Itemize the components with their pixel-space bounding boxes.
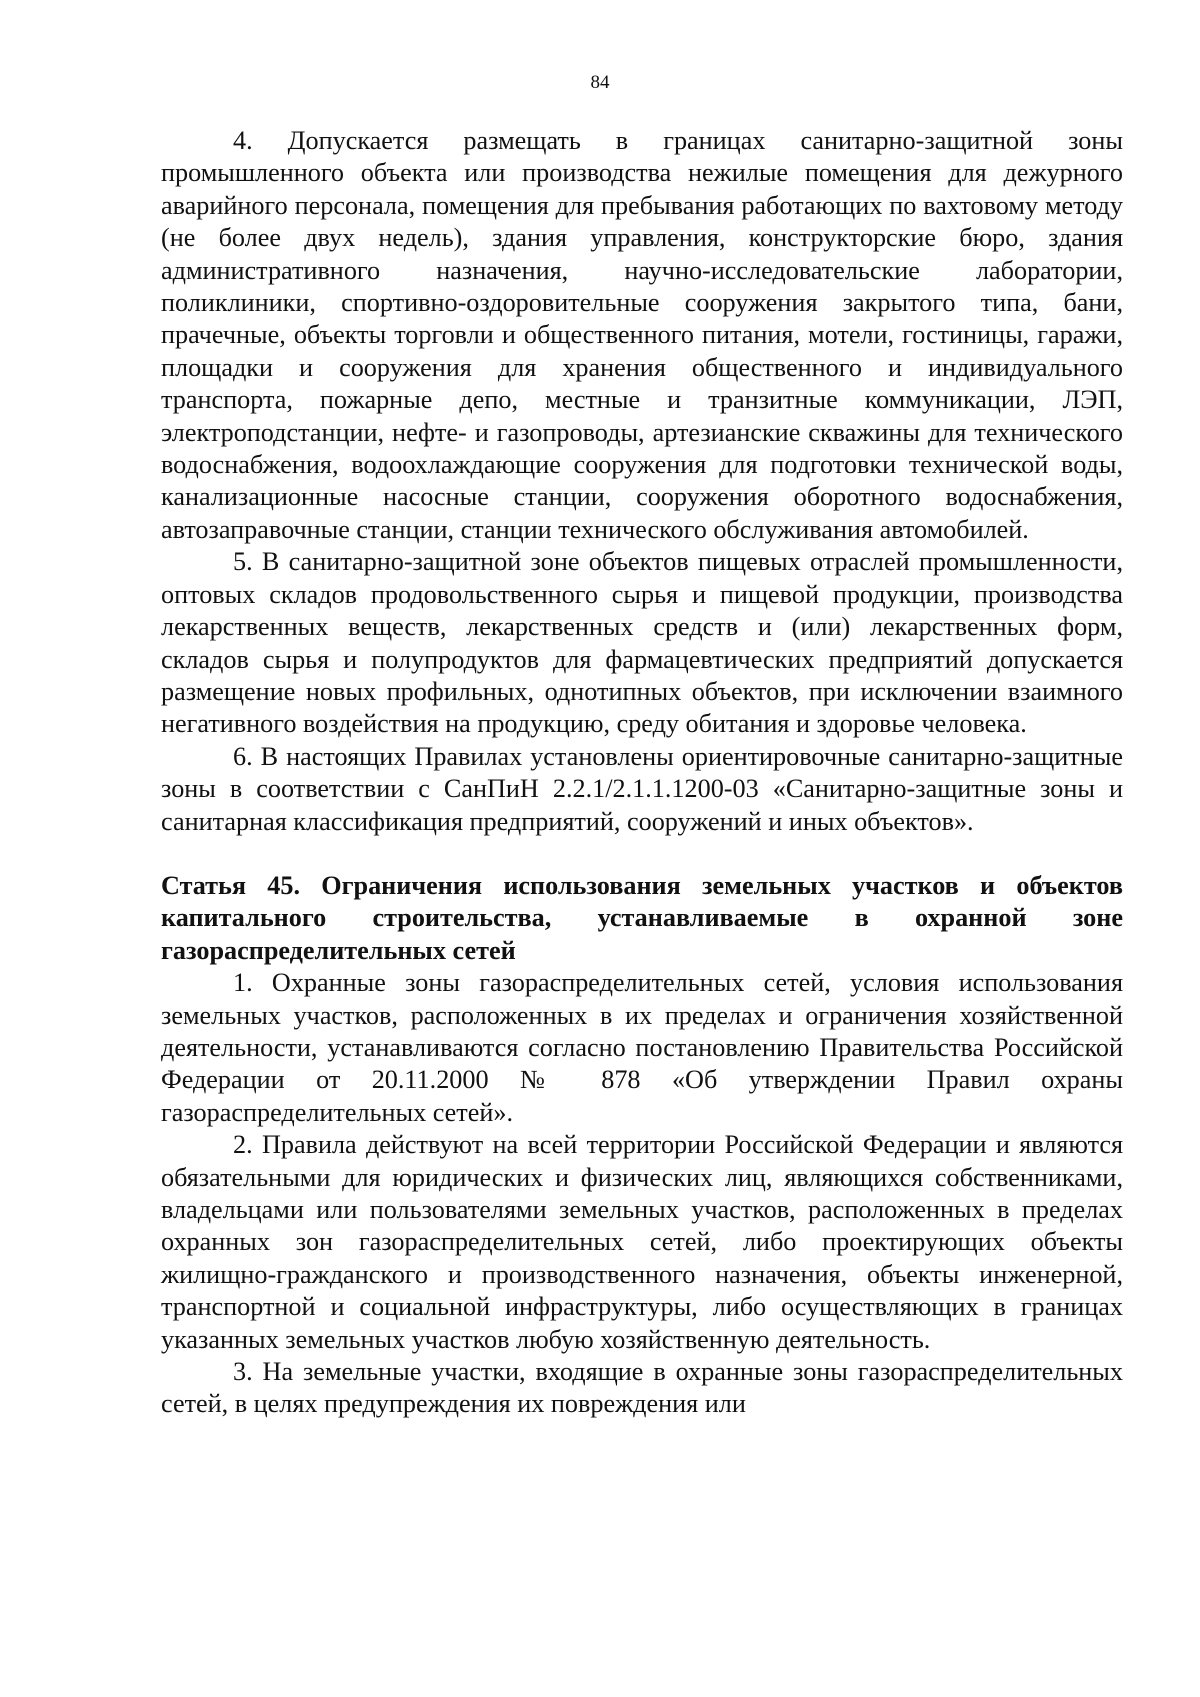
article-paragraph-1: 1. Охранные зоны газораспределительных сетей, условия использования земельных участков, расположенных в их пределах и ограничения хозяйственной деятельности, устанавливаются согласно постановлению Правительства Российской Федерации от 20.11.2000 № 878 «Об утверждении Правил охраны газораспределительных сетей». — [161, 968, 1123, 1127]
article-paragraph-2: 2. Правила действуют на всей территории Российской Федерации и являются обязательными для юридических и физических лиц, являющихся собственниками, владельцами или пользователями земельных участков, расположенных в пределах охранных зон газораспределительных сетей, либо проектирующих объекты жилищно-гражданского и производственного назначения, объекты инженерной, транспортной и социальной инфраструктуры, либо осуществляющих в границах указанных земельных участков любую хозяйственную деятельность. — [161, 1130, 1123, 1354]
paragraph-4: 4. Допускается размещать в границах санитарно-защитной зоны промышленного объекта или производства нежилые помещения для дежурного аварийного персонала, помещения для пребывания работающих по вахтовому методу (не более двух недель), здания управления, конструкторские бюро, здания административного назначения, научно-исследовательские лаборатории, поликлиники, спортивно-оздоровительные сооружения закрытого типа, бани, прачечные, объекты торговли и общественного питания, мотели, гостиницы, гаражи, площадки и сооружения для хранения общественного и индивидуального транспорта, пожарные депо, местные и транзитные коммуникации, ЛЭП, электроподстанции, нефте- и газопроводы, артезианские скважины для технического водоснабжения, водоохлаждающие сооружения для подготовки технической воды, канализационные насосные станции, сооружения оборотного водоснабжения, автозаправочные станции, станции технического обслуживания автомобилей. — [161, 126, 1123, 544]
section-gap — [161, 838, 1123, 870]
document-body — [161, 125, 1123, 1421]
paragraph-5: 5. В санитарно-защитной зоне объектов пищевых отраслей промышленности, оптовых складов продовольственного сырья и пищевой продукции, производства лекарственных веществ, лекарственных средств и (или) лекарственных форм, складов сырья и полупродуктов для фармацевтических предприятий допускается размещение новых профильных, однотипных объектов, при исключении взаимного негативного воздействия на продукцию, среду обитания и здоровье человека. — [161, 547, 1123, 739]
paragraph-6: 6. В настоящих Правилах установлены ориентировочные санитарно-защитные зоны в соответствии с СанПиН 2.2.1/2.1.1.1200-03 «Санитарно-защитные зоны и санитарная классификация предприятий, сооружений и иных объектов». — [161, 741, 1123, 836]
article-heading: Статья 45. Ограничения использования земельных участков и объектов капитального строительства, устанавливаемые в охранной зоне газораспределительных сетей — [161, 870, 1123, 965]
article-paragraph-3: 3. На земельные участки, входящие в охранные зоны газораспределительных сетей, в целях предупреждения их повреждения или — [161, 1357, 1123, 1419]
page-number: 84 — [590, 72, 610, 93]
